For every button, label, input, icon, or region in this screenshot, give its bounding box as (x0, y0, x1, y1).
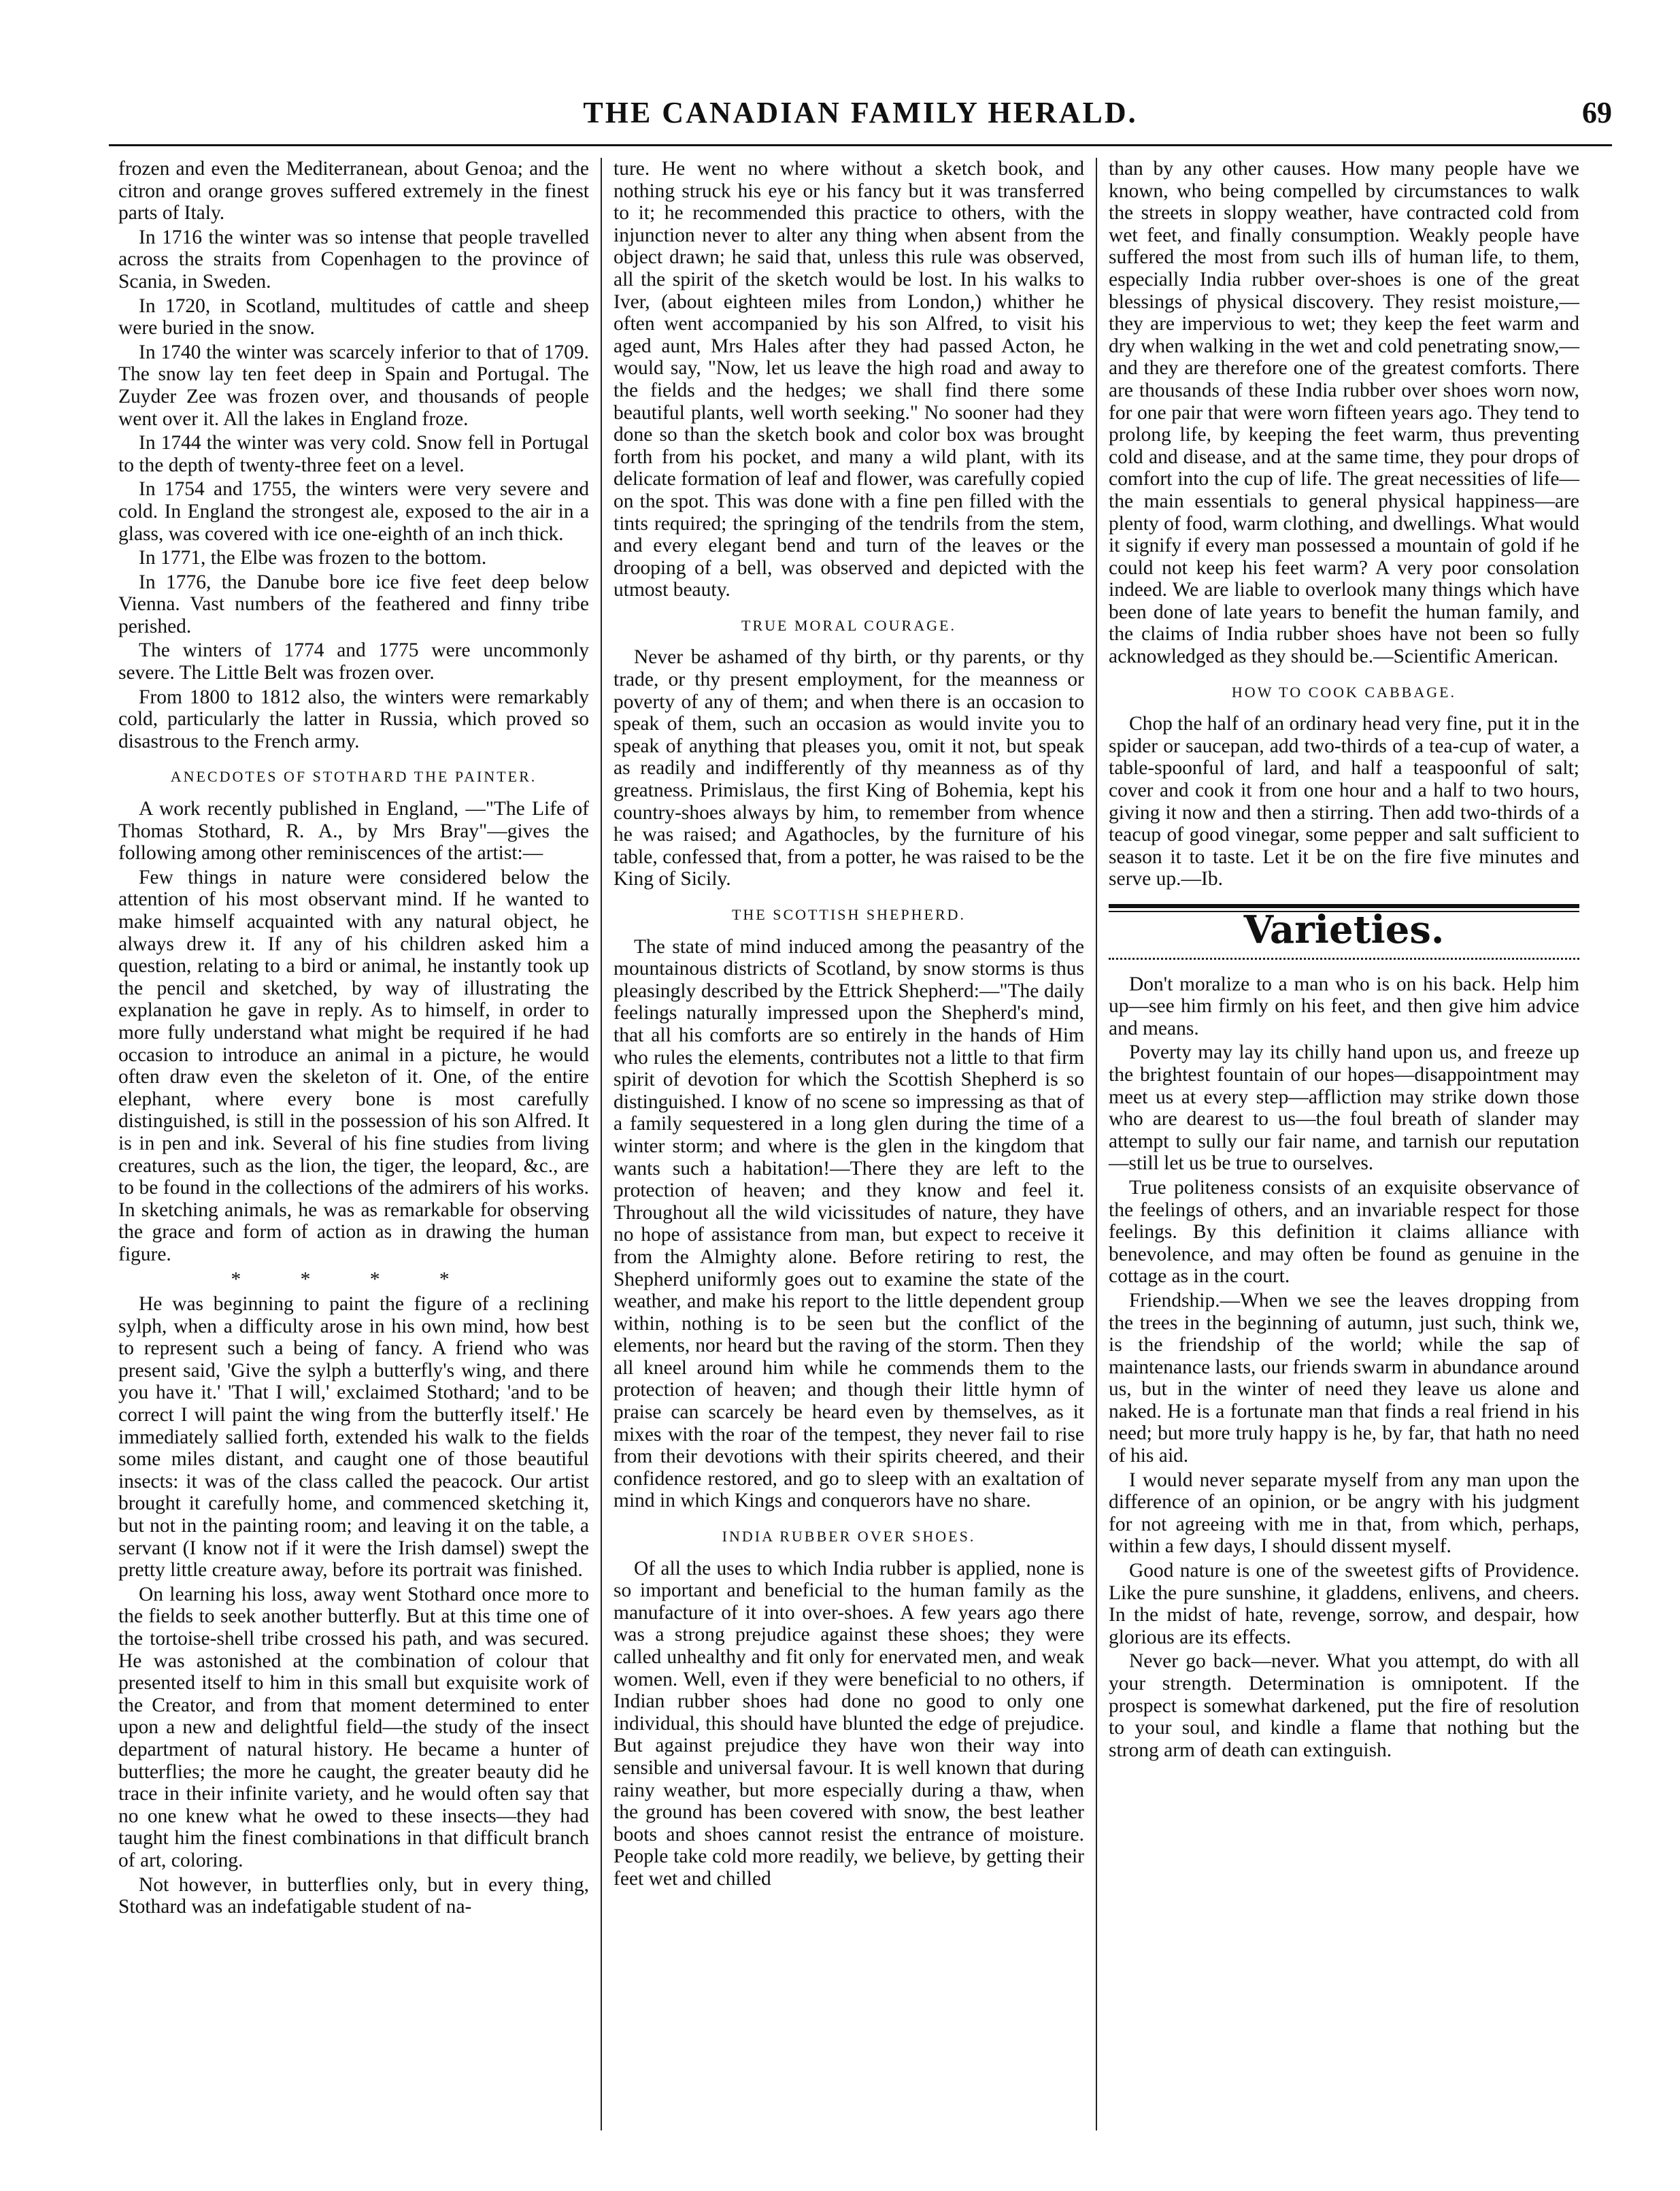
paragraph: In 1776, the Danube bore ice five feet deep below Vienna. Vast numbers of the feathered and finny tribe perished. (118, 571, 589, 637)
paragraph: than by any other causes. How many people have we known, who being compelled by circumstances to walk the streets in sloppy weather, have contracted cold from wet feet, and finally consumption. Weakly people have suffered the most from such ills of human life, to them, especially India rubber over-shoes is one of the great blessings of physical discovery. They resist moisture,—they are impervious to wet; they keep the feet warm and dry when walking in the wet and cold penetrating snow,—and they are therefore one of the greatest comforts. There are thousands of these India rubber over shoes worn now, for one pair that were worn fifteen years ago. They tend to prolong life, by keeping the feet warm, thus preventing cold and disease, and at the same time, they pour drops of comfort into the cup of life. The great necessities of life—the main essentials to general physical happiness—are plenty of food, warm clothing, and dwellings. What would it signify if every man possessed a mountain of gold if he could not keep his feet warm? A very poor consolation indeed. We are liable to overlook many things which have been done of late years to benefit the human family, and the claims of India rubber shoes have not been so fully acknowledged as they should be.—Scientific American. (1109, 158, 1579, 668)
paragraph: He was beginning to paint the figure of a reclining sylph, when a difficulty arose in his own mind, how best to represent such a being of fancy. A friend who was present said, 'Give the sylph a butterfly's wing, and there you have it.' 'That I will,' exclaimed Stothard; 'and to be correct I will paint the wing from the butterfly itself.' He immediately sallied forth, extended his walk to the fields some miles distant, and caught one of those beautiful insects: it was of the class called the peacock. Our artist brought it carefully home, and commenced sketching it, but not in the painting room; and leaving it on the table, a servant (I know not if it were the Irish damsel) swept the pretty little creature away, before its portrait was finished. (118, 1293, 589, 1582)
variety-item: Don't moralize to a man who is on his back. Help him up—see him firmly on his feet, and then give him advice and means. (1109, 973, 1579, 1039)
section-heading-stothard: ANECDOTES OF STOTHARD THE PAINTER. (170, 768, 537, 786)
paragraph: In 1771, the Elbe was frozen to the bottom. (139, 547, 487, 569)
paragraph: Not however, in butterflies only, but in every thing, Stothard was an indefatigable student of na- (118, 1873, 589, 1918)
paragraph: Of all the uses to which India rubber is applied, none is so important and beneficial to the human family as the manufacture of it into over-shoes. A few years ago there was a strong prejudice against these shoes; they were called unhealthy and fit only for enervated men, and weak women. Well, even if they were beneficial to no others, if Indian rubber shoes had done no good to only one individual, this should have blunted the edge of prejudice. But against prejudice they have won their way into sensible and universal favour. It is well known that during rainy weather, but more especially during a thaw, when the ground has been covered with snow, the best leather boots and shoes cannot resist the entrance of moisture. People take cold more readily, we believe, by getting their feet wet and chilled (614, 1557, 1084, 1890)
section-heading-india-rubber: INDIA RUBBER OVER SHOES. (722, 1528, 976, 1545)
variety-item: True politeness consists of an exquisite observance of the feelings of others, and an invariable respect for those feelings. By this definition it claims alliance with benevolence, and may often be found as genuine in the cottage as in the court. (1109, 1176, 1579, 1288)
paragraph: Few things in nature were considered below the attention of his most observant mind. If he wanted to make himself acquainted with any natural object, he always drew it. If any of his children asked him a question, relating to a bird or animal, he instantly took up the pencil and sketched, by way of illustrating the explanation he gave in reply. As to himself, in order to more fully understand what might be required if he had occasion to introduce an animal in a picture, he would often draw even the skeleton of it. One, of the entire elephant, where every bone is most carefully distinguished, is still in the possession of his son Alfred. It is in pen and ink. Several of his fine studies from living creatures, such as the lion, the tiger, the leopard, &c., are to be found in the collections of the admirers of his works. In sketching animals, he was as remarkable for observing the grace and form of action as in drawing the human figure. (118, 866, 589, 1265)
paragraph: The winters of 1774 and 1775 were uncommonly severe. The Little Belt was frozen over. (118, 639, 589, 684)
variety-item: Never go back—never. What you attempt, do with all your strength. Determination is omnipotent. If the prospect is somewhat darkened, put the fire of resolution to your soul, and kindle a flame that nothing but the strong arm of death can extinguish. (1109, 1650, 1579, 1761)
paragraph: From 1800 to 1812 also, the winters were remarkably cold, particularly the latter in Russia, which proved so disastrous to the French army. (118, 686, 589, 752)
column-2 (604, 158, 1094, 2130)
varieties-title: Varieties. (1243, 907, 1445, 952)
section-heading-moral-courage: TRUE MORAL COURAGE. (741, 616, 956, 634)
asterisk-break: * * * * (231, 1268, 477, 1290)
section-heading-cabbage: HOW TO COOK CABBAGE. (1231, 683, 1457, 701)
paragraph: ture. He went no where without a sketch book, and nothing struck his eye or his fancy but it was transferred to it; he recommended this practice to others, with the injunction never to alter any thing when absent from the object drawn; he said that, unless this rule was observed, all the spirit of the sketch would be lost. In his walks to Iver, (about eighteen miles from London,) whither he often went accompanied by his son Alfred, to visit his aged aunt, Mrs Hales after they had passed Acton, he would say, "Now, let us leave the high road and away to the fields and the hedges; we shall find there some beautiful plants, well worth seeking." No sooner had they done so than the sketch book and color box was brought forth from his pocket, and many a wild plant, with its delicate formation of leaf and flower, was carefully copied on the spot. This was done with a fine pen filled with the tints required; the springing of the tendrils from the stem, and every elegant bend and turn of the leaves or the drooping of a bell, was observed and depicted with the utmost beauty. (614, 158, 1084, 601)
paragraph: In 1754 and 1755, the winters were very severe and cold. In England the strongest ale, exposed to the air in a glass, was covered with ice one-eighth of an inch thick. (118, 478, 589, 545)
variety-item: Poverty may lay its chilly hand upon us, and freeze up the brightest fountain of our hopes—disappointment may meet us at every step—affliction may strike down those who are dearest to us—the foul breath of slander may attempt to sully our fair name, and tarnish our reputation—still let us be true to ourselves. (1109, 1041, 1579, 1175)
masthead-title: THE CANADIAN FAMILY HERALD. (583, 96, 1138, 129)
paragraph: frozen and even the Mediterranean, about Genoa; and the citron and orange groves suffered extremely in the finest parts of Italy. (118, 158, 589, 224)
paragraph: In 1720, in Scotland, multitudes of cattle and sheep were buried in the snow. (118, 295, 589, 339)
column-3 (1099, 158, 1589, 2130)
column-1 (109, 158, 599, 2130)
paragraph: Chop the half of an ordinary head very fine, put it in the spider or saucepan, add two-thirds of a tea-cup of water, a table-spoonful of lard, and half a teaspoonful of salt; cover and cook it from one hour and a half to two hours, giving it now and then a stirring. Then add two-thirds of a teacup of good vinegar, some pepper and salt sufficient to season it to taste. Let it be on the fire five minutes and serve up.—Ib. (1109, 713, 1579, 890)
page-header (109, 95, 1612, 136)
paragraph: The state of mind induced among the peasantry of the mountainous districts of Scotland, by snow storms is thus pleasingly described by the Ettrick Shepherd:—"The daily feelings naturally impressed upon the Shepherd's mind, that all his comforts are so entirely in the hands of Him who rules the elements, contributes not a little to that firm spirit of devotion for which the Scottish Shepherd is so distinguished. I know of no scene so impressing as that of a family sequestered in a long glen during the time of a winter storm; and where is the glen in the kingdom that wants such a habitation!—There they are left to the protection of heaven; and they know and feel it. Throughout all the wild vicissitudes of nature, they have no hope of assistance from man, but expect to receive it from the Almighty alone. Before retiring to rest, the Shepherd uniformly goes out to examine the state of the weather, and make his report to the little dependent group within, nothing is to be seen but the conflict of the elements, nor heard but the raving of the storm. Then they all kneel around him while he commends them to the protection of heaven; and though their little hymn of praise can scarcely be heard even by themselves, as it mixes with the roar of the tempest, they never fail to rise from their devotions with their spirits cheered, and their confidence restored, and go to sleep with an exaltation of mind in which Kings and conquerors have no share. (614, 935, 1084, 1512)
section-heading-scottish-shepherd: THE SCOTTISH SHEPHERD. (731, 906, 967, 923)
paragraph: On learning his loss, away went Stothard once more to the fields to seek another butterfly. But at this time one of the tortoise-shell tribe crossed his path, and was secured. He was astonished at the combination of colour that presented itself to him in this small but exquisite work of the Creator, and from that moment determined to enter upon a new and delightful field—the study of the insect department of natural history. He became a hunter of butterflies; the more he caught, the greater beauty did he trace in their infinite variety, and he would often say that no one knew what he owed to these insects—they had taught him the finest combinations in that difficult branch of art, coloring. (118, 1583, 589, 1871)
variety-item: Friendship.—When we see the leaves dropping from the trees in the beginning of autumn, just such, think we, is the friendship of the world; while the sap of maintenance lasts, our friends swarm in abundance around us, but in the winter of need they leave us alone and naked. He is a fortunate man that finds a real friend in his need; but more truly happy is he, by far, that hath no need of his aid. (1109, 1289, 1579, 1467)
variety-item: Good nature is one of the sweetest gifts of Providence. Like the pure sunshine, it gladdens, enlivens, and cheers. In the midst of hate, revenge, sorrow, and despair, how glorious are its effects. (1109, 1560, 1579, 1648)
variety-item: I would never separate myself from any man upon the difference of an opinion, or be angry with his judgment for not agreeing with me in that, from which, perhaps, within a few days, I should dissent myself. (1109, 1469, 1579, 1558)
column-divider (601, 158, 602, 2130)
column-divider (1096, 158, 1097, 2130)
article-columns (109, 158, 1612, 2130)
paragraph: In 1740 the winter was scarcely inferior to that of 1709. The snow lay ten feet deep in Spain and Portugal. The Zuyder Zee was frozen over, and thousands of people went over it. All the lakes in England froze. (118, 341, 589, 430)
paragraph: Never be ashamed of thy birth, or thy parents, or thy trade, or thy present employment, for the meanness or poverty of any of them; and when there is an occasion to speak of them, such an occasion as would invite you to speak of anything that pleases you, omit it not, but speak as readily and indifferently of thy meanness as of thy greatness. Primislaus, the first King of Bohemia, kept his country-shoes always by him, to remember from whence he was raised; and Agathocles, by the furniture of his table, confessed that, from a potter, he was raised to be the King of Sicily. (614, 646, 1084, 890)
page-number: 69 (1582, 96, 1612, 129)
paragraph: A work recently published in England, —"The Life of Thomas Stothard, R. A., by Mrs Bray"—gives the following among other reminiscences of the artist:— (118, 798, 589, 865)
paragraph: In 1744 the winter was very cold. Snow fell in Portugal to the depth of twenty-three feet on a level. (118, 432, 589, 476)
paragraph: In 1716 the winter was so intense that people travelled across the straits from Copenhagen to the province of Scania, in Sweden. (118, 226, 589, 292)
header-rule (109, 144, 1612, 146)
